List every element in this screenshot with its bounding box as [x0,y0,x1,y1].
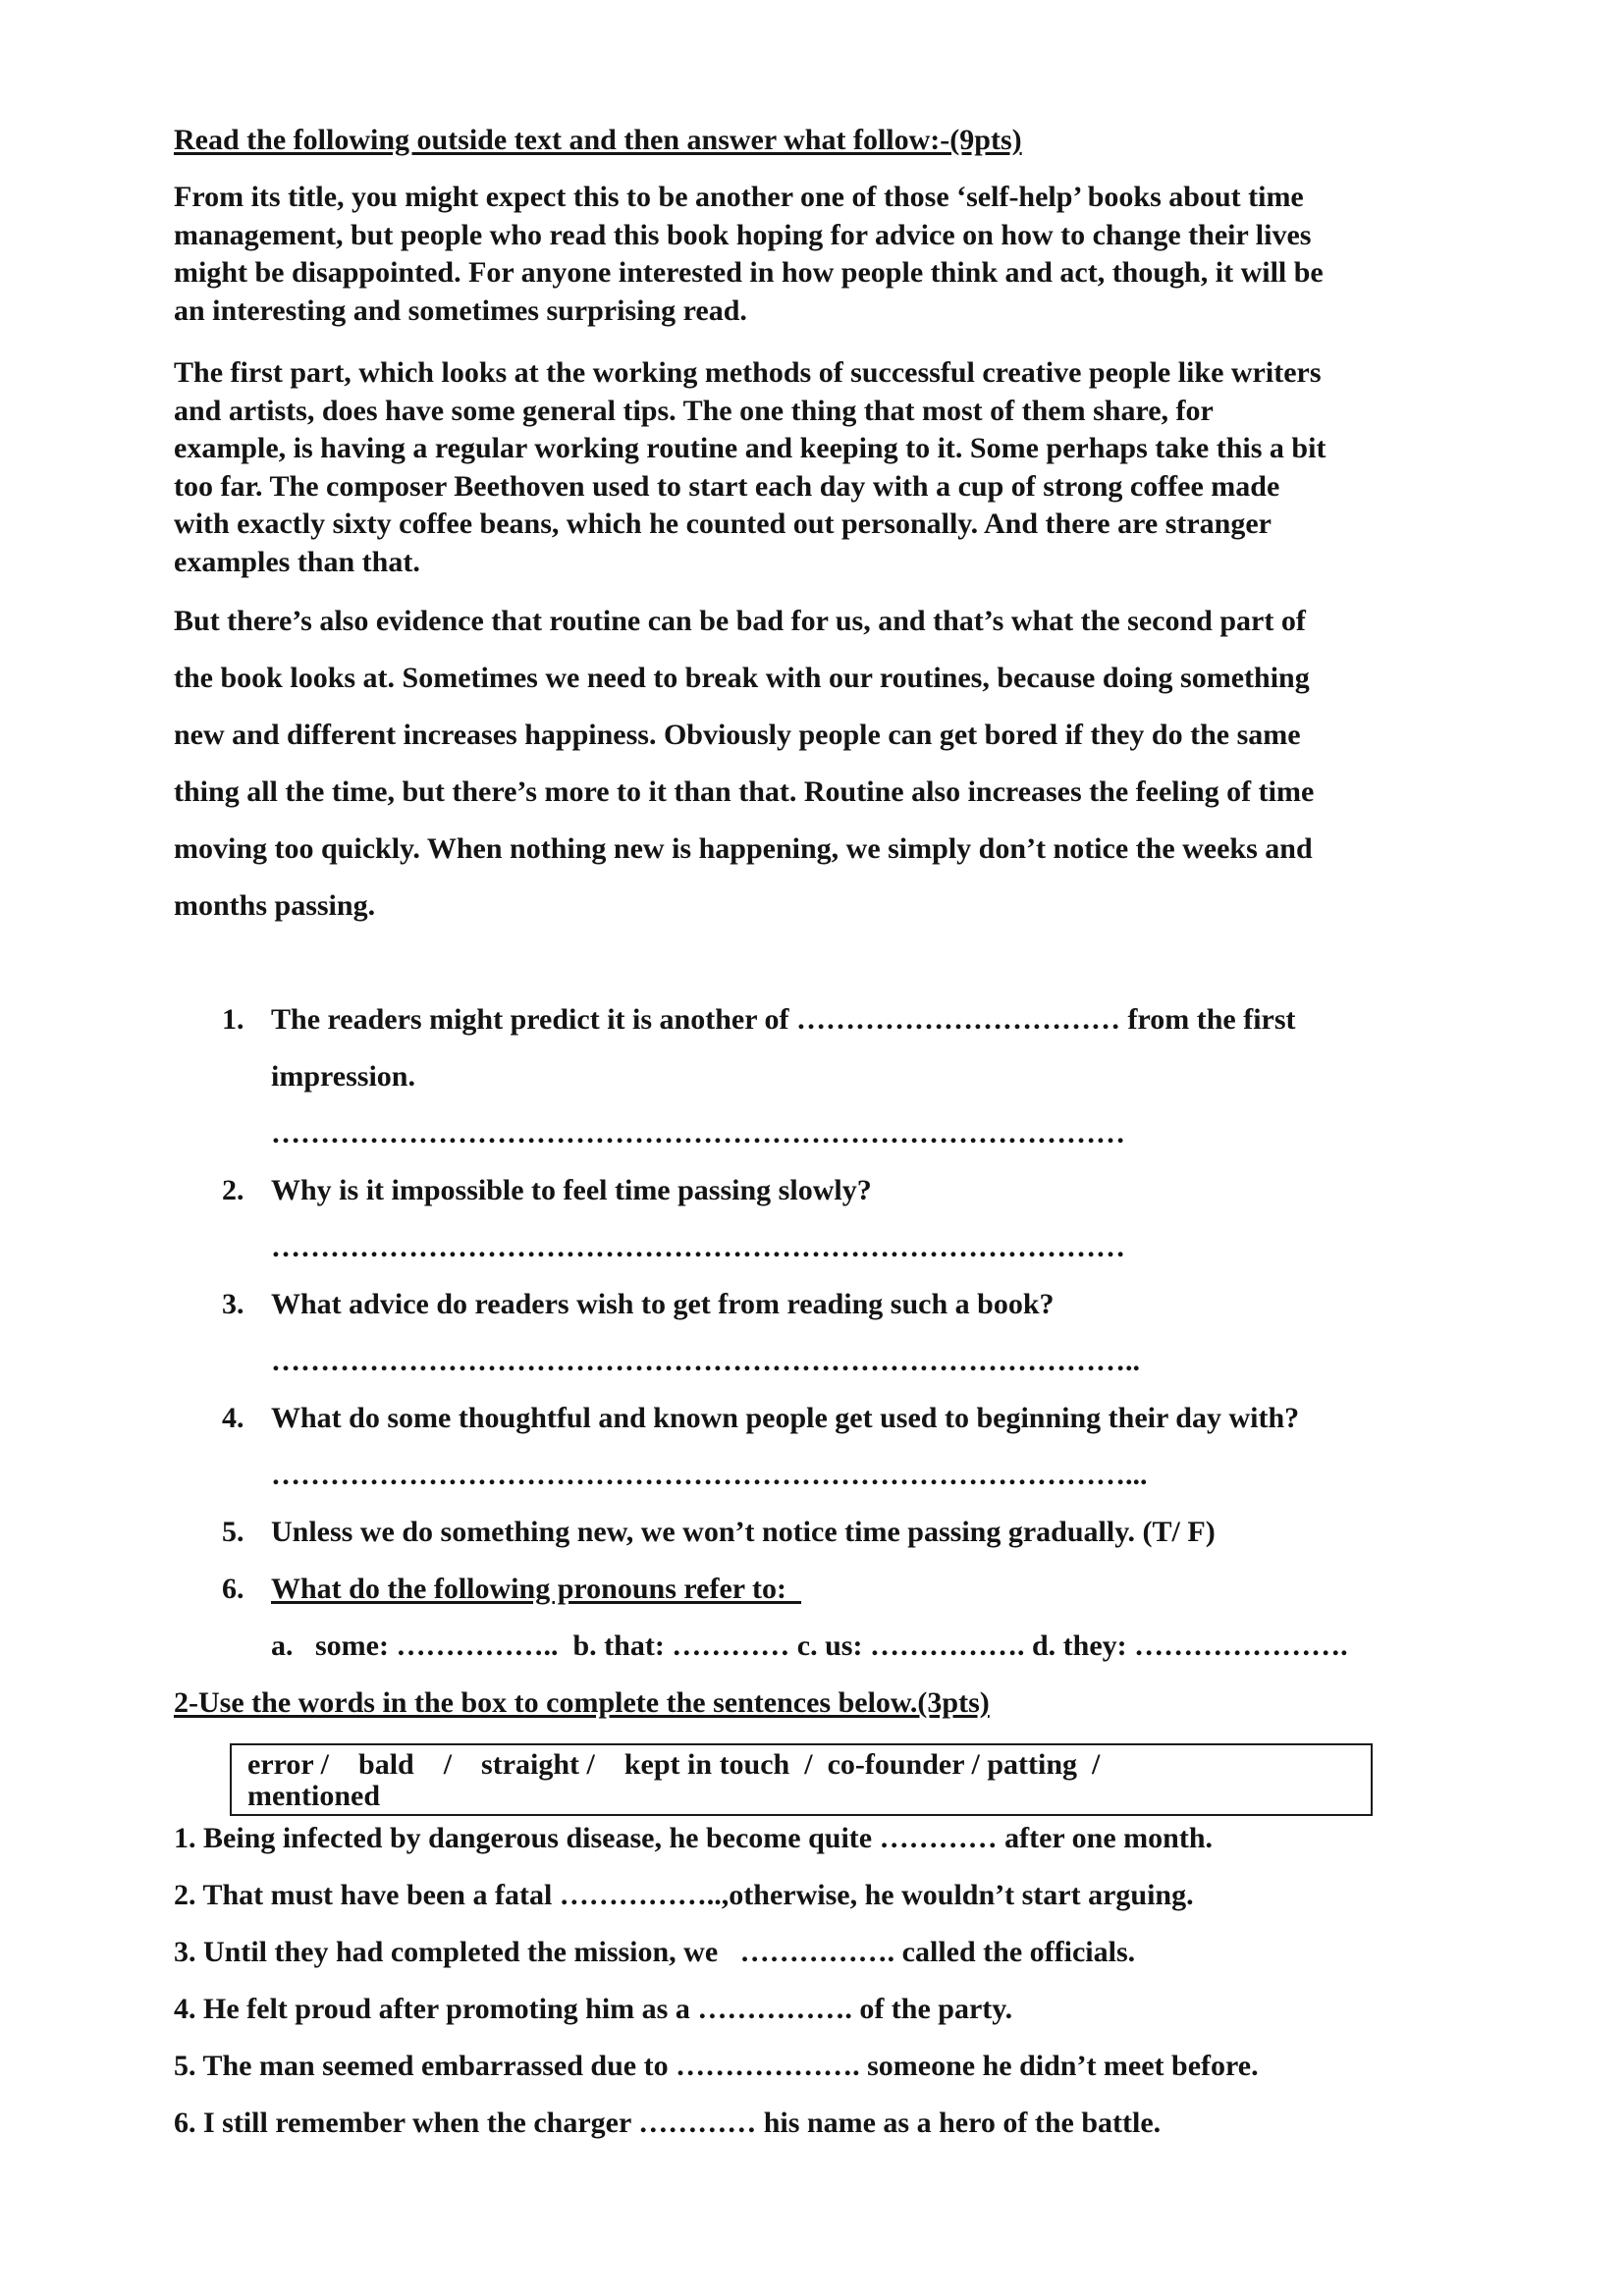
question-text-continued: impression. [271,1060,415,1093]
answer-line[interactable]: …………………………………………………………………………… [271,1231,1125,1263]
reading-paragraph-3 [174,603,1480,944]
paragraph-line: new and different increases happiness. Obviously people can get bored if they do the same [174,719,1301,751]
question-number: 4. [222,1402,244,1434]
paragraph-line: an interesting and sometimes surprising read. [174,294,747,327]
question-number: 3. [222,1288,244,1320]
paragraph-line: But there’s also evidence that routine can be bad for us, and that’s what the second part of [174,605,1306,637]
paragraph-line: moving too quickly. When nothing new is happening, we simply don’t notice the weeks and [174,832,1313,865]
paragraph-line: with exactly sixty coffee beans, which he counted out personally. And there are stranger [174,507,1272,540]
sentence-item[interactable]: 1. Being infected by dangerous disease, he become quite ………… after one month. [174,1822,1214,1854]
sentence-item[interactable]: 3. Until they had completed the mission, we ……………. called the officials. [174,1936,1136,1968]
paragraph-line: months passing. [174,889,376,922]
sentence-item[interactable]: 4. He felt proud after promoting him as a ……………. of the party. [174,1993,1013,2025]
section2-heading: 2-Use the words in the box to complete the sentences below.(3pts) [174,1686,990,1719]
paragraph-line: might be disappointed. For anyone interested in how people think and act, though, it will be [174,256,1324,289]
question-number: 1. [222,1003,244,1036]
paragraph-line: The first part, which looks at the working methods of successful creative people like writers [174,356,1322,389]
word-box [230,1743,1373,1816]
answer-line[interactable]: ……………………………………………………………………………... [271,1459,1148,1491]
question-text: What do the following pronouns refer to: [271,1573,802,1605]
word-box-line: error / bald / straight / kept in touch / co-founder / patting / [247,1748,1101,1781]
paragraph-line: too far. The composer Beethoven used to start each day with a cup of strong coffee made [174,469,1280,503]
sentence-item[interactable]: 2. That must have been a fatal ……………..,otherwise, he wouldn’t start arguing. [174,1879,1194,1911]
question-number: 5. [222,1516,244,1548]
question-text: What do some thoughtful and known people get used to beginning their day with? [271,1402,1300,1434]
sentence-item[interactable]: 5. The man seemed embarrassed due to ………………. someone he didn’t meet before. [174,2050,1259,2082]
question-text: What advice do readers wish to get from reading such a book? [271,1288,1055,1320]
question-number: 2. [222,1174,244,1206]
answer-line[interactable]: …………………………………………………………………………….. [271,1345,1140,1377]
question-number: 6. [222,1573,244,1605]
paragraph-line: management, but people who read this book hoping for advice on how to change their lives [174,218,1312,251]
paragraph-line: thing all the time, but there’s more to it than that. Routine also increases the feeling of time [174,775,1315,808]
paragraph-line: examples than that. [174,545,420,578]
word-box-line: mentioned [247,1780,380,1812]
question-text: Unless we do something new, we won’t notice time passing gradually. (T/ F) [271,1516,1216,1548]
section1-heading: Read the following outside text and then answer what follow:-(9pts) [174,124,1022,156]
reading-paragraph-2 [174,354,1480,581]
sentence-item[interactable]: 6. I still remember when the charger ………… his name as a hero of the battle. [174,2107,1162,2139]
paragraph-line: From its title, you might expect this to be another one of those ‘self-help’ books about time [174,181,1304,213]
paragraph-line: the book looks at. Sometimes we need to break with our routines, because doing something [174,662,1310,694]
paragraph-line: example, is having a regular working routine and keeping to it. Some perhaps take this a bit [174,432,1326,464]
question-text: Why is it impossible to feel time passing slowly? [271,1174,872,1206]
reading-paragraph-1 [174,179,1480,330]
paragraph-line: and artists, does have some general tips. The one thing that most of them share, for [174,394,1214,427]
question-text: The readers might predict it is another of …………………………… from the first [271,1003,1296,1036]
answer-line[interactable]: …………………………………………………………………………… [271,1117,1125,1149]
pronoun-reference-line[interactable]: a. some: …………….. b. that: ………… c. us: ……………. d. they: …………………. [271,1629,1348,1662]
